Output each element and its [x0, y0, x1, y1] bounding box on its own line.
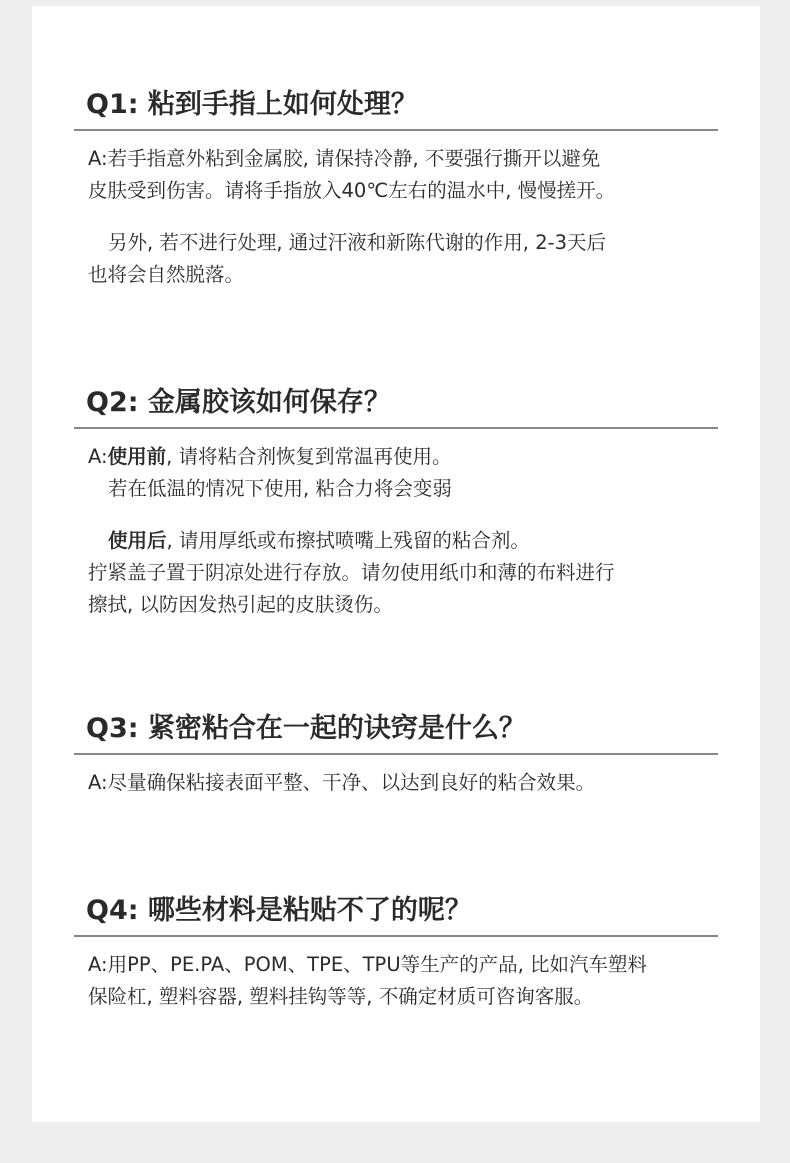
faq-section-q1: [74, 88, 718, 291]
answer-block: [74, 131, 718, 291]
answer-line: 也将会自然脱落。: [88, 263, 245, 286]
question-title: Q4: 哪些材料是粘贴不了的呢？: [86, 895, 472, 926]
answer-line: 擦拭, 以防因发热引起的皮肤烫伤。: [88, 593, 393, 616]
question-title: Q2: 金属胶该如何保存？: [86, 387, 391, 418]
question-title: Q1: 粘到手指上如何处理？: [86, 89, 418, 120]
answer-block: [74, 937, 718, 1013]
answer-text: 尽量确保粘接表面平整、干净、以达到良好的粘合效果。: [107, 771, 596, 794]
faq-card: [32, 6, 760, 1122]
answer-prefix: A:: [88, 147, 108, 170]
question-title: Q3: 紧密粘合在一起的诀窍是什么？: [86, 713, 526, 744]
faq-section-q3: [74, 712, 718, 799]
answer-line: 保险杠, 塑料容器, 塑料挂钩等等, 不确定材质可咨询客服。: [88, 985, 594, 1008]
answer-prefix: A:: [88, 953, 108, 976]
after-use-label: 使用后: [108, 529, 167, 552]
before-use-label: 使用前: [107, 445, 167, 468]
answer-line: [88, 767, 718, 799]
answer-line: 若在低温的情况下使用, 粘合力将会变弱: [108, 477, 452, 500]
answer-line: 皮肤受到伤害。请将手指放入40℃左右的温水中, 慢慢搓开。: [88, 179, 616, 202]
answer-line: [88, 525, 718, 557]
answer-block: [74, 755, 718, 799]
answer-line: 另外, 若不进行处理, 通过汗液和新陈代谢的作用, 2-3天后: [108, 231, 607, 254]
answer-line: 拧紧盖子置于阴凉处进行存放。请勿使用纸巾和薄的布料进行: [88, 561, 615, 584]
faq-section-q4: [74, 894, 718, 1013]
paragraph-gap: [88, 505, 718, 525]
faq-section-q2: [74, 386, 718, 621]
answer-text: 若手指意外粘到金属胶, 请保持冷静, 不要强行撕开以避免: [107, 147, 601, 170]
answer-line: [88, 441, 718, 473]
answer-line: [88, 949, 718, 981]
answer-line: [88, 143, 718, 175]
answer-text: , 请将粘合剂恢复到常温再使用。: [166, 445, 452, 468]
answer-prefix: A:: [88, 771, 108, 794]
paragraph-gap: [88, 207, 718, 227]
answer-prefix: A:: [88, 445, 108, 468]
answer-text: , 请用厚纸或布擦拭喷嘴上残留的粘合剂。: [166, 529, 530, 552]
answer-text: 用PP、PE.PA、POM、TPE、TPU等生产的产品, 比如汽车塑料: [107, 953, 647, 976]
answer-block: [74, 429, 718, 621]
